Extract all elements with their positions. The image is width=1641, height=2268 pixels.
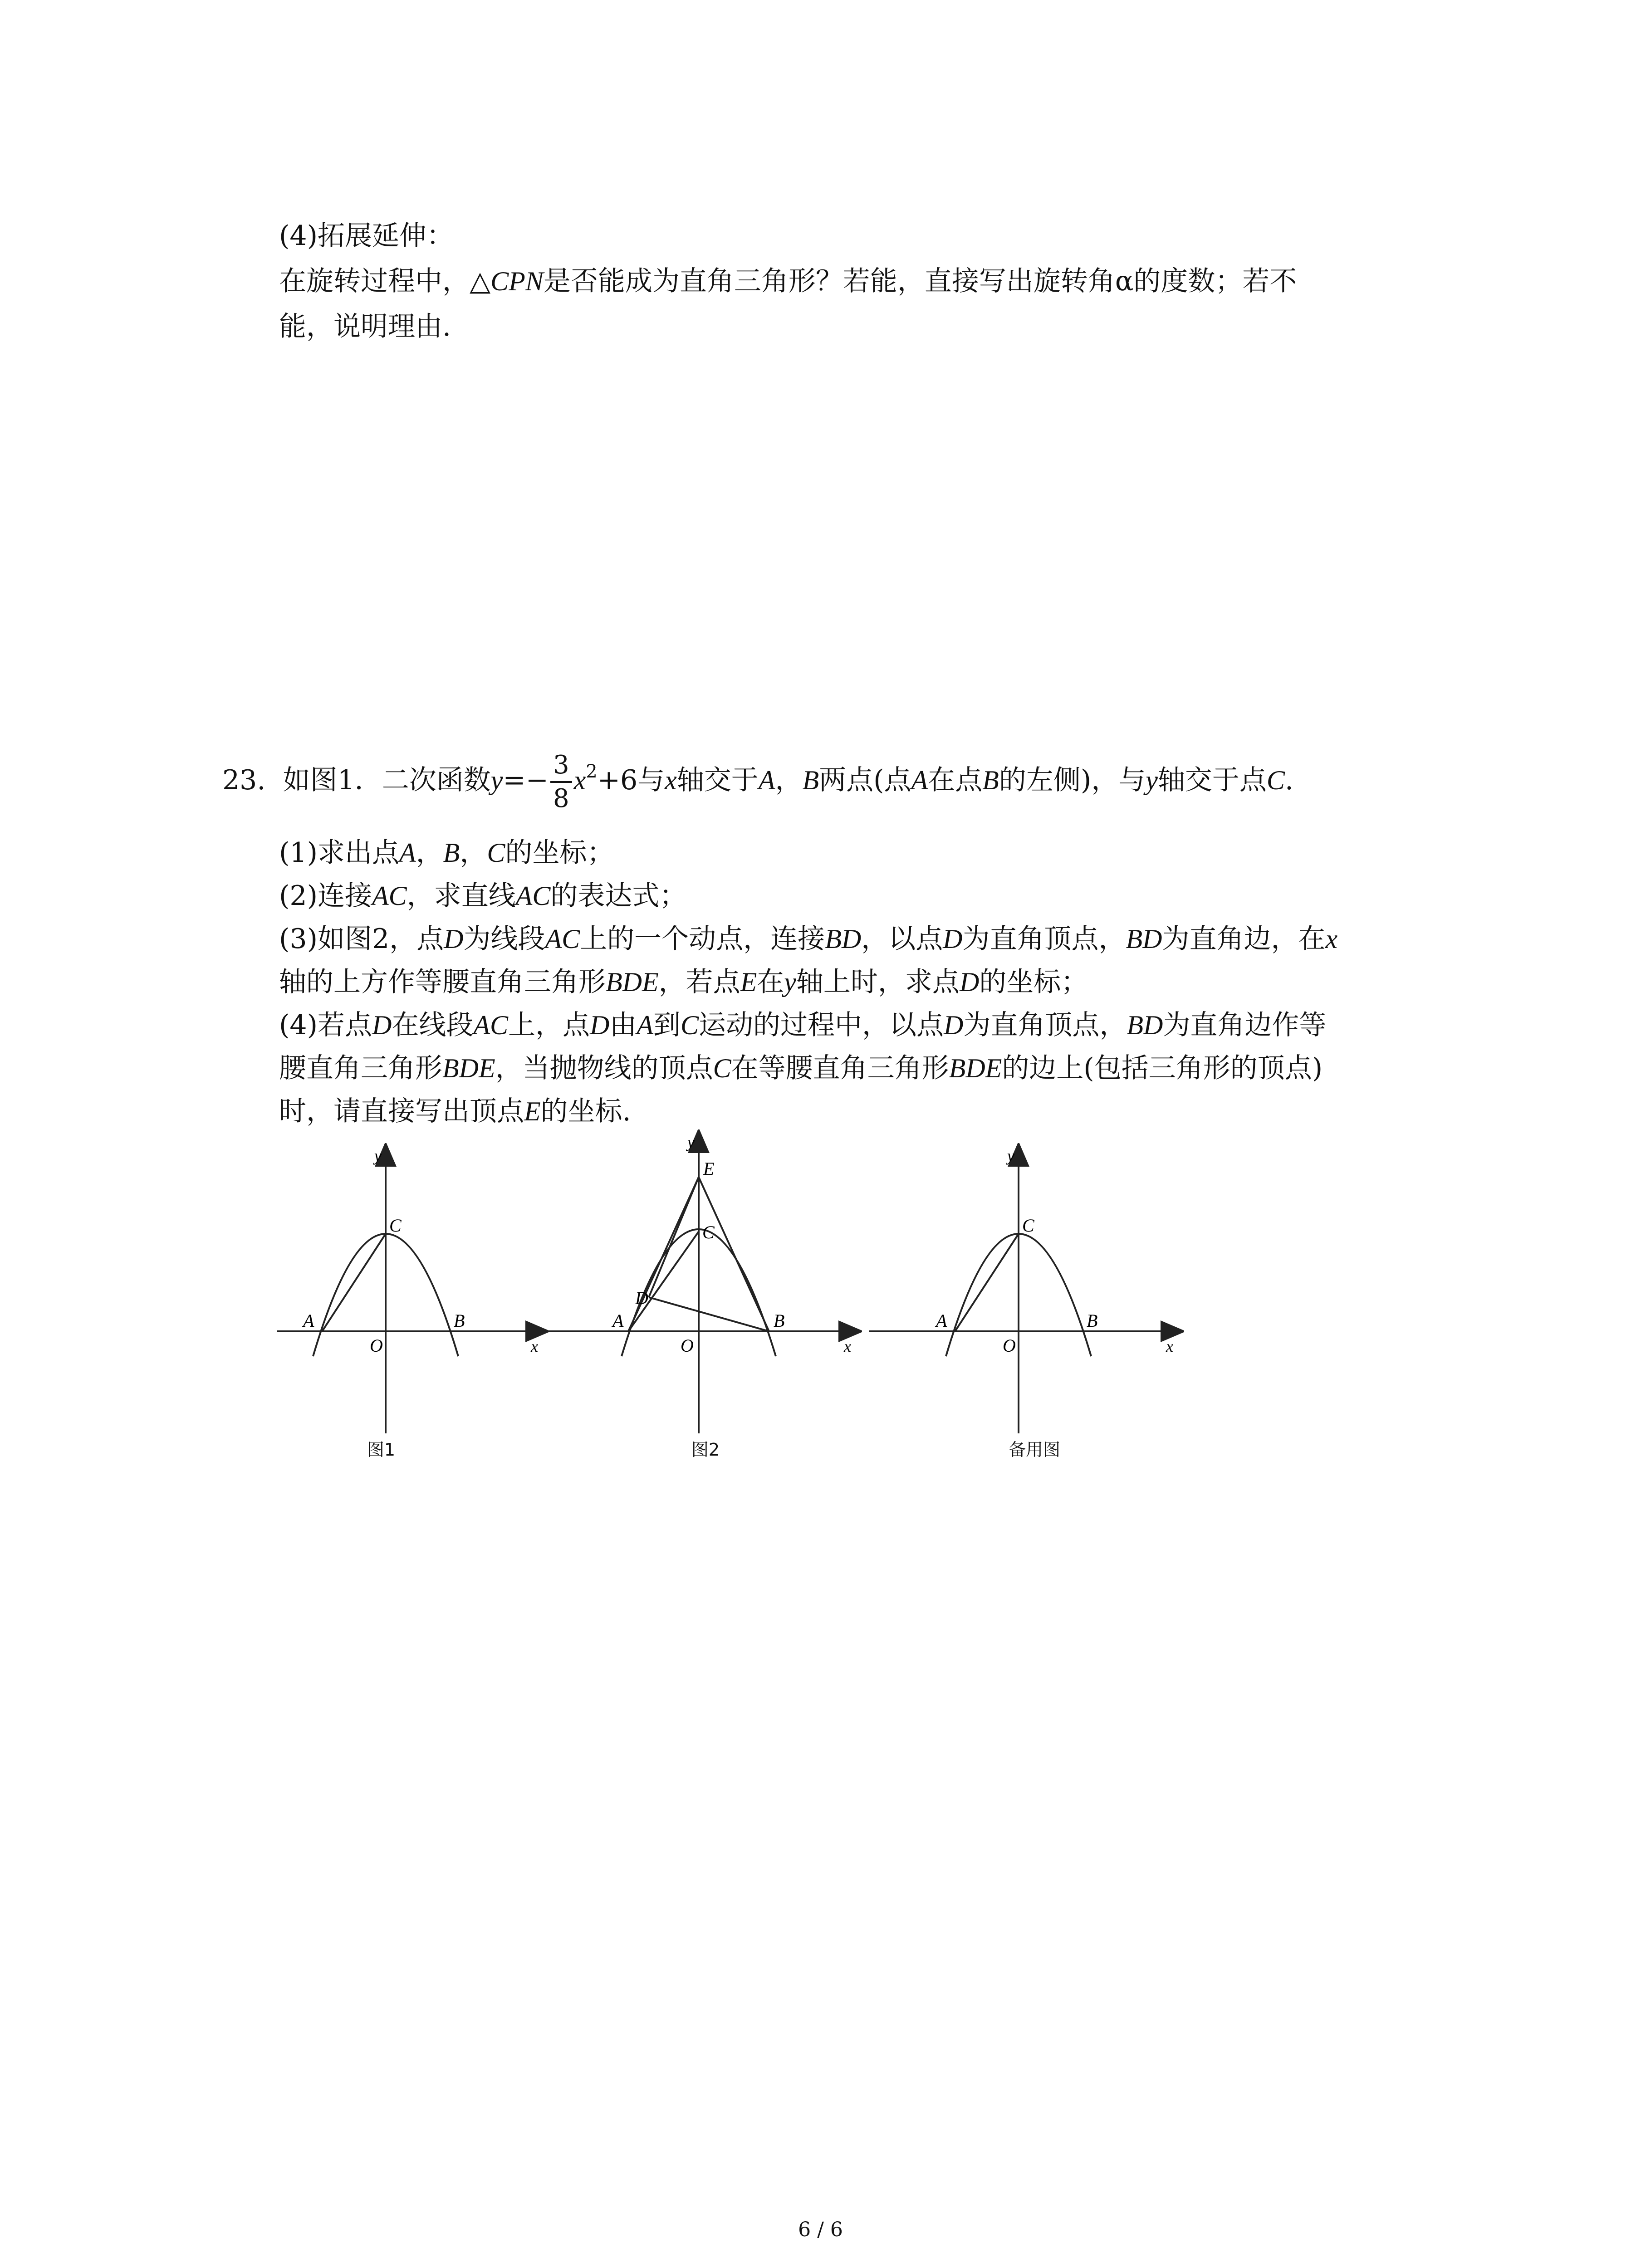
label-e: E	[703, 1158, 715, 1179]
question-number: 23.	[222, 764, 266, 796]
q23-part4-line2: 腰直角三角形BDE，当抛物线的顶点C在等腰直角三角形BDE的边上(包括三角形的顶点)	[279, 1052, 1323, 1084]
q23-part4-line3: 时，请直接写出顶点E的坐标.	[279, 1095, 631, 1127]
q23-part1: (1)求出点A，B，C的坐标；	[279, 837, 614, 869]
label-c: C	[389, 1215, 402, 1236]
label-a: A	[612, 1310, 624, 1331]
label-a: A	[303, 1310, 314, 1331]
label-y: y	[1007, 1147, 1014, 1165]
label-d: D	[635, 1288, 648, 1308]
label-a: A	[936, 1310, 947, 1331]
label-o: O	[1003, 1335, 1016, 1356]
label-y: y	[374, 1147, 382, 1165]
segment-ac	[322, 1234, 386, 1331]
label-c: C	[1022, 1215, 1034, 1236]
label-x: x	[844, 1337, 851, 1355]
q23-part4-line1: (4)若点D在线段AC上，点D由A到C运动的过程中，以点D为直角顶点，BD为直角边作等	[279, 1009, 1327, 1041]
q23-part3-line2: 轴的上方作等腰直角三角形BDE，若点E在y轴上时，求点D的坐标；	[279, 966, 1088, 998]
label-o: O	[370, 1335, 383, 1356]
label-b: B	[1087, 1310, 1098, 1331]
part4-text-line2: 能，说明理由.	[279, 311, 451, 342]
fraction: $\frac{3}{8}$	[550, 749, 572, 815]
part4-title: (4)拓展延伸：	[279, 220, 454, 252]
figure-1-caption: 图1	[367, 1440, 396, 1460]
q23-part2: (2)连接AC，求直线AC的表达式；	[279, 880, 687, 912]
label-x: x	[1166, 1337, 1173, 1355]
label-b: B	[774, 1310, 785, 1331]
part4-text-line1: 在旋转过程中，△CPN是否能成为直角三角形？若能，直接写出旋转角α的度数；若不	[279, 265, 1297, 297]
label-y: y	[687, 1133, 695, 1151]
figure-backup	[867, 1143, 1184, 1438]
segment-ac	[628, 1232, 699, 1331]
figure-2	[544, 1129, 862, 1438]
segment-eb	[699, 1177, 769, 1331]
figure-backup-caption: 备用图	[1008, 1440, 1060, 1460]
label-c: C	[702, 1222, 715, 1242]
page-number: 6 / 6	[798, 2218, 843, 2241]
segment-bd	[649, 1297, 769, 1331]
q23-stem: 23. 如图1．二次函数y=− $\frac{3}{8}$ $x^2+6$与x轴交于A，B两点(点A在点B的左侧)，与y轴交于点C.	[222, 744, 1293, 816]
label-b: B	[454, 1310, 465, 1331]
q23-part3-line1: (3)如图2，点D为线段AC上的一个动点，连接BD，以点D为直角顶点，BD为直角边，在x	[279, 923, 1338, 955]
label-x: x	[531, 1337, 538, 1355]
label-o: O	[681, 1335, 694, 1356]
figure-2-caption: 图2	[691, 1440, 720, 1460]
figure-1	[272, 1143, 554, 1438]
segment-ac	[955, 1234, 1019, 1331]
